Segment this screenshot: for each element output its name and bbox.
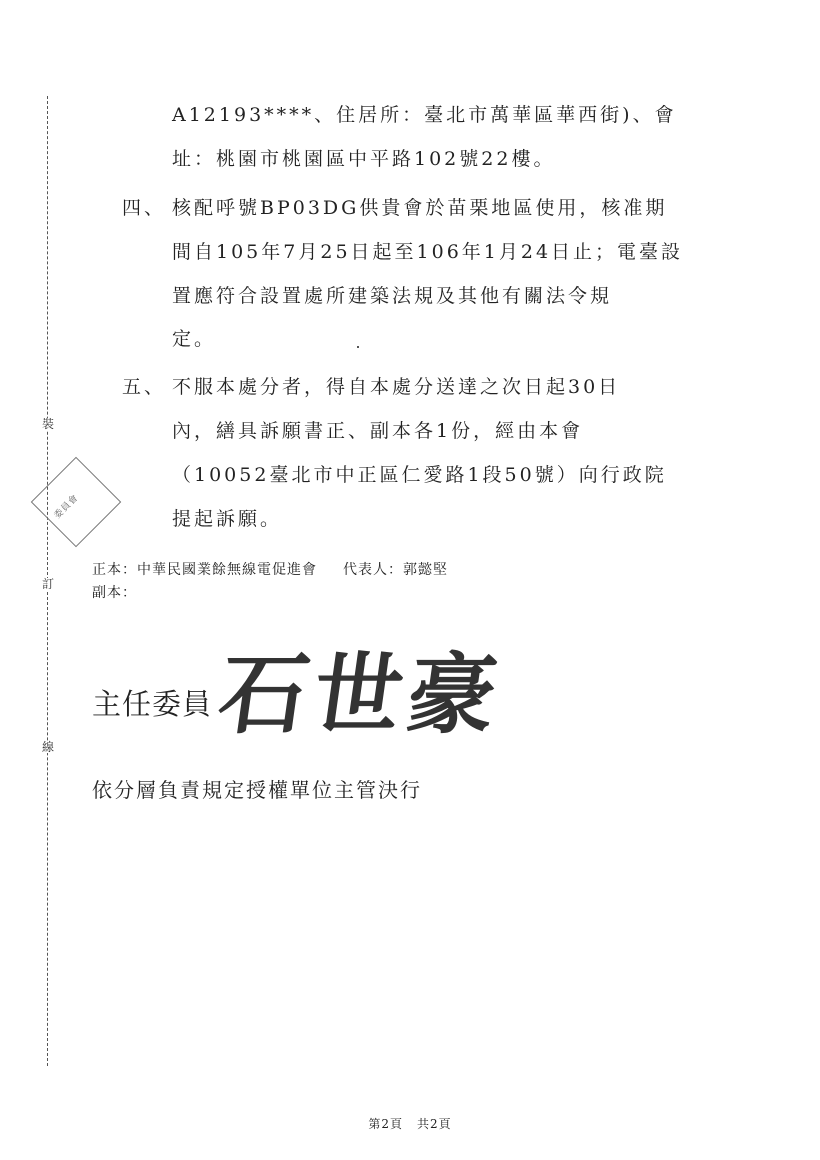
copy-recipient-label: 副本： (92, 585, 137, 601)
seal-stamp-text: 委員會 (52, 492, 81, 522)
item-4-number: 四、 (122, 197, 167, 219)
page-total: 共2頁 (417, 1117, 452, 1131)
binding-mark-zhuang: 裝 (41, 417, 54, 431)
delegation-note: 依分層負責規定授權單位主管決行 (92, 778, 422, 802)
item-5-number: 五、 (122, 376, 167, 398)
primary-recipient (92, 561, 448, 579)
body-line-2: 址：桃園市桃園區中平路102號22樓。 (172, 148, 556, 170)
seal-stamp (31, 457, 122, 548)
signatory-title: 主任委員 (92, 687, 213, 721)
item-5-line-2: 內，繕具訴願書正、副本各1份，經由本會 (172, 420, 584, 442)
item-5-line-3: （10052臺北市中正區仁愛路1段50號）向行政院 (172, 464, 667, 486)
item-4-line-2: 間自105年7月25日起至106年1月24日止；電臺設 (172, 241, 684, 263)
body-line-1: A12193****、住居所：臺北市萬華區華西街)、會 (172, 104, 677, 126)
binding-mark-ding: 訂 (41, 577, 54, 591)
binding-mark-xian: 線 (41, 740, 54, 754)
item-4-line-1: 核配呼號BP03DG供貴會於苗栗地區使用，核准期 (172, 197, 668, 219)
item-5-line-1: 不服本處分者，得自本處分送達之次日起30日 (172, 376, 621, 398)
primary-recipient-label: 正本： (92, 562, 137, 578)
representative-value: 郭懿堅 (403, 562, 448, 578)
scan-speck (357, 346, 359, 348)
item-4-line-4: 定。 (172, 328, 217, 350)
item-4-line-3: 置應符合設置處所建築法規及其他有關法令規 (172, 285, 613, 307)
page-number (0, 1115, 820, 1132)
representative-label: 代表人： (343, 562, 403, 578)
page-current: 第2頁 (368, 1117, 403, 1131)
primary-recipient-value: 中華民國業餘無線電促進會 (137, 562, 317, 578)
item-5-line-4: 提起訴願。 (172, 508, 283, 530)
signatory-signature: 石世豪 (212, 643, 510, 746)
